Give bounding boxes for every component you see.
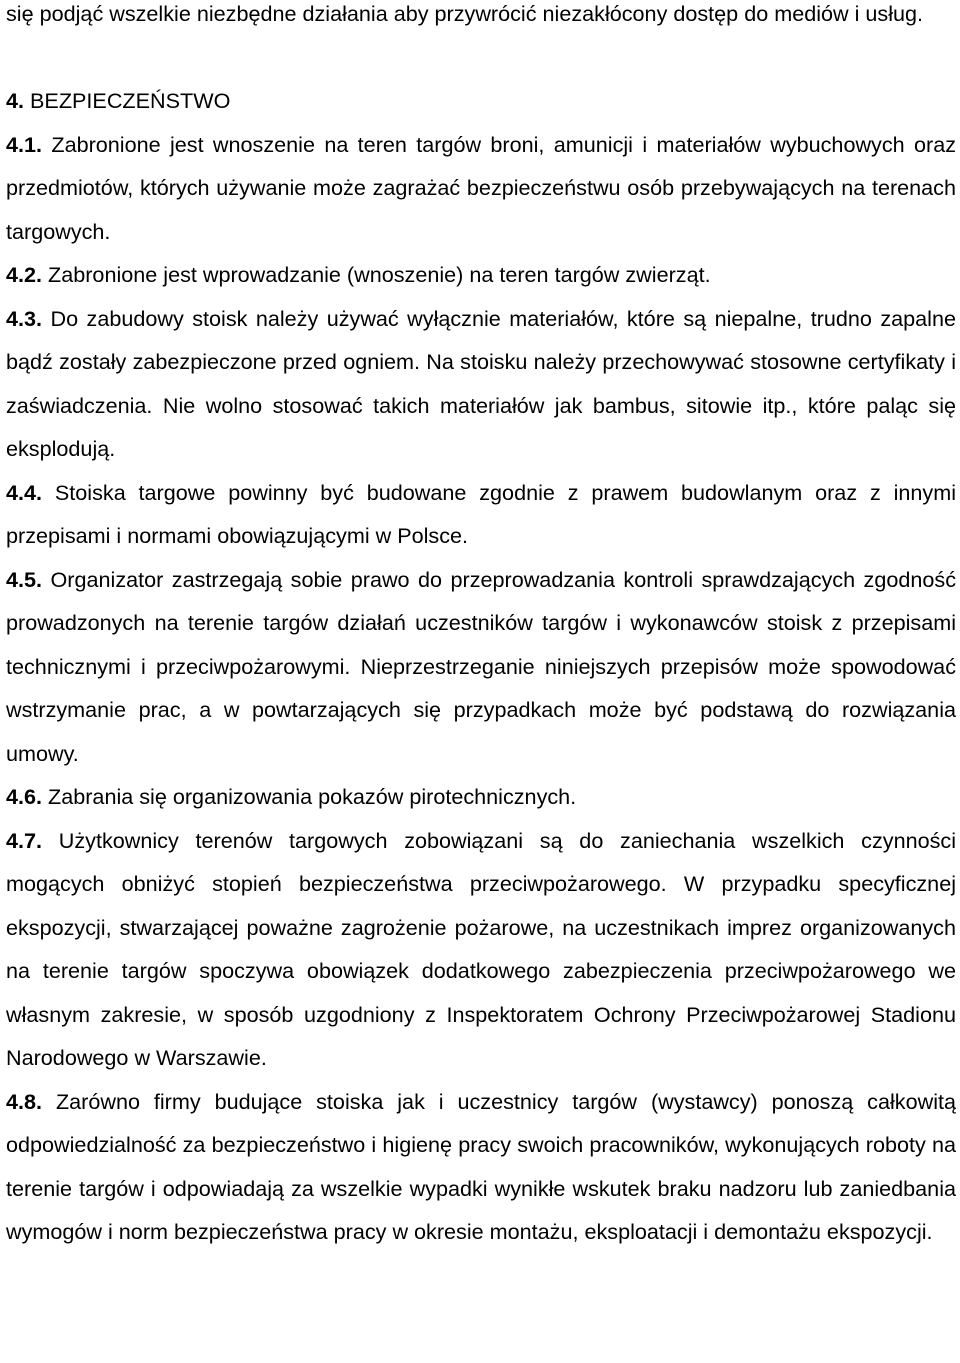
document-page: [6, 0, 956, 1254]
paragraph-4-5: [6, 558, 956, 776]
paragraph-4-1: [6, 123, 956, 254]
paragraph-number: 4.4.: [6, 479, 43, 505]
paragraph-number: 4.2.: [6, 262, 43, 287]
paragraph-4-8: [6, 1080, 956, 1254]
paragraph-text: Stoiska targowe powinny być budowane zgodnie z prawem budowlanym oraz z innymi przepisami i normami obowiązującymi w Polsce.: [6, 479, 957, 548]
intro-paragraph: się podjąć wszelkie niezbędne działania aby przywrócić niezakłócony dostęp do mediów i usług.: [6, 1, 924, 26]
paragraph-text: Zarówno firmy budujące stoiska jak i uczestnicy targów (wystawcy) ponoszą całkowitą odpowiedzialność za bezpieczeństwo i higienę pracy swoich pracowników, wykonujących roboty na terenie targów i odpowiadają za wszelkie wypadki wynikłe wskutek braku nadzoru lub zaniedbania wymogów i norm bezpieczeństwa pracy w okresie montażu, eksploatacji i demontażu ekspozycji.: [6, 1088, 956, 1244]
paragraph-4-7: [6, 819, 956, 1080]
paragraph-number: 4.1.: [6, 131, 43, 157]
paragraph-text: Zabronione jest wnoszenie na teren targów broni, amunicji i materiałów wybuchowych oraz przedmiotów, których używanie może zagrażać bezpieczeństwu osób przebywających na terenach targowych.: [6, 131, 957, 244]
paragraph-4-2: [6, 253, 956, 297]
paragraph-number: 4.3.: [6, 305, 43, 331]
paragraph-text: Organizator zastrzegają sobie prawo do przeprowadzania kontroli sprawdzających zgodność prowadzonych na terenie targów działań uczestników targów i wykonawców stoisk z przepisami technicznymi i przeciwpożarowymi. Nieprzestrzeganie niniejszych przepisów może spowodować wstrzymanie prac, a w powtarzających się przypadkach może być podstawą do rozwiązania umowy.: [6, 566, 956, 766]
paragraph-number: 4.8.: [6, 1088, 43, 1114]
section-number: 4.: [6, 88, 25, 113]
paragraph-text: Zabronione jest wprowadzanie (wnoszenie) na teren targów zwierząt.: [48, 262, 711, 287]
paragraph-number: 4.5.: [6, 566, 43, 592]
paragraph-number: 4.6.: [6, 784, 43, 809]
paragraph-number: 4.7.: [6, 827, 43, 853]
section-title: BEZPIECZEŃSTWO: [30, 88, 231, 113]
paragraph-gap: [6, 36, 956, 80]
paragraph-text: Zabrania się organizowania pokazów pirotechnicznych.: [48, 784, 577, 809]
paragraph-text: Do zabudowy stoisk należy używać wyłącznie materiałów, które są niepalne, trudno zapalne bądź zostały zabezpieczone przed ogniem. Na stoisku należy przechowywać stosowne certyfikaty i zaświadczenia. Nie wolno stosować takich materiałów jak bambus, sitowie itp., które paląc się eksplodują.: [6, 305, 957, 461]
paragraph-4-6: [6, 775, 956, 819]
paragraph-4-3: [6, 297, 956, 471]
paragraph-text: Użytkownicy terenów targowych zobowiązani są do zaniechania wszelkich czynności mogących obniżyć stopień bezpieczeństwa przeciwpożarowego. W przypadku specyficznej ekspozycji, stwarzającej poważne zagrożenie pożarowe, na uczestnikach imprez organizowanych na terenie targów spoczywa obowiązek dodatkowego zabezpieczenia przeciwpożarowego we własnym zakresie, w sposób uzgodniony z Inspektoratem Ochrony Przeciwpożarowej Stadionu Narodowego w Warszawie.: [6, 827, 956, 1070]
section-heading: [6, 79, 956, 123]
paragraph-4-4: [6, 471, 956, 558]
